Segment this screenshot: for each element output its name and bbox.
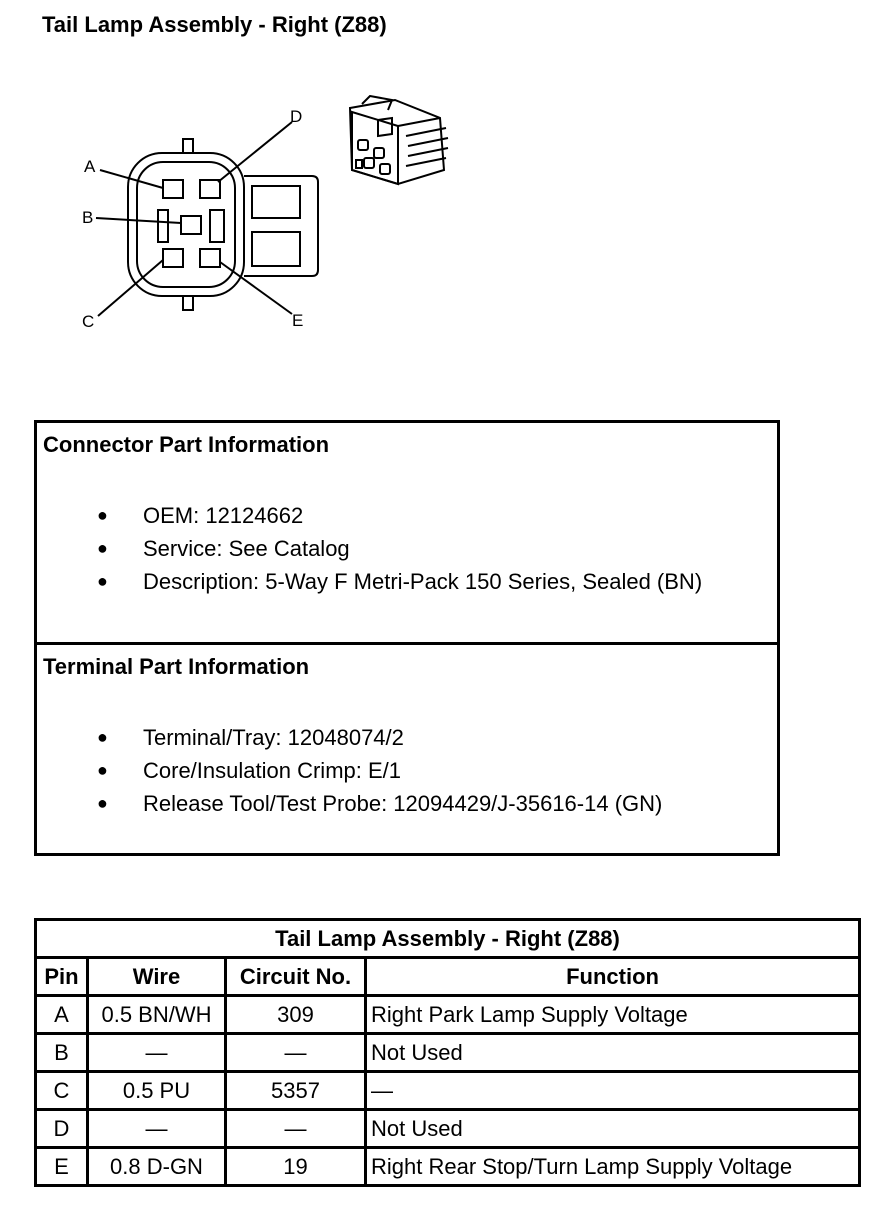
- bullet-icon: ●: [97, 727, 108, 747]
- header-pin: Pin: [36, 958, 88, 996]
- cell-circuit: 19: [226, 1148, 366, 1186]
- connector-info-heading: Connector Part Information: [43, 432, 330, 457]
- connector-part-info: [37, 423, 777, 642]
- cell-pin: A: [36, 996, 88, 1034]
- pin-label-c: C: [82, 312, 95, 331]
- bullet-icon: ●: [97, 793, 108, 813]
- header-function: Function: [366, 958, 860, 996]
- terminal-info-list: [37, 721, 777, 820]
- connector-info-list: [37, 499, 777, 598]
- list-item: ● Terminal/Tray: 12048074/2: [37, 721, 777, 754]
- latch-inner-bottom: [252, 232, 300, 266]
- terminal-info-heading: Terminal Part Information: [43, 654, 310, 679]
- cell-pin: C: [36, 1072, 88, 1110]
- connector-perspective: [350, 96, 448, 184]
- table-caption: Tail Lamp Assembly - Right (Z88): [36, 920, 860, 958]
- cell-pin: E: [36, 1148, 88, 1186]
- table-row: [36, 996, 860, 1034]
- cavity-e: [200, 249, 220, 267]
- header-wire: Wire: [88, 958, 226, 996]
- table-row: [36, 1034, 860, 1072]
- pin-label-a: A: [84, 157, 96, 176]
- cell-circuit: —: [226, 1110, 366, 1148]
- cell-wire: 0.5 PU: [88, 1072, 226, 1110]
- top-key: [183, 139, 193, 153]
- cell-function: Not Used: [366, 1110, 860, 1148]
- cell-function: —: [366, 1072, 860, 1110]
- bullet-icon: ●: [97, 505, 108, 525]
- pin-table: [34, 918, 861, 1187]
- cell-circuit: 309: [226, 996, 366, 1034]
- list-item: ● Service: See Catalog: [37, 532, 777, 565]
- bullet-icon: ●: [97, 538, 108, 558]
- table-row: [36, 1148, 860, 1186]
- cell-function: Not Used: [366, 1034, 860, 1072]
- cell-pin: D: [36, 1110, 88, 1148]
- leader-d: [218, 122, 292, 182]
- page-title: Tail Lamp Assembly - Right (Z88): [42, 12, 387, 37]
- cell-wire: —: [88, 1034, 226, 1072]
- side-latch: [244, 176, 318, 276]
- header-circuit: Circuit No.: [226, 958, 366, 996]
- cavity-b: [181, 216, 201, 234]
- cell-function: Right Park Lamp Supply Voltage: [366, 996, 860, 1034]
- list-item: ● Description: 5-Way F Metri-Pack 150 Series, Sealed (BN): [37, 565, 777, 598]
- table-header-row: [36, 958, 860, 996]
- cell-circuit: —: [226, 1034, 366, 1072]
- key-slot-right: [210, 210, 224, 242]
- pin-label-b: B: [82, 208, 94, 227]
- cell-function: Right Rear Stop/Turn Lamp Supply Voltage: [366, 1148, 860, 1186]
- cell-wire: —: [88, 1110, 226, 1148]
- cell-wire: 0.8 D-GN: [88, 1148, 226, 1186]
- terminal-part-info: [37, 642, 777, 856]
- leader-c: [98, 260, 163, 316]
- connector-diagram: [70, 95, 470, 345]
- table-row: [36, 1072, 860, 1110]
- list-item: ● Core/Insulation Crimp: E/1: [37, 754, 777, 787]
- list-item: ● OEM: 12124662: [37, 499, 777, 532]
- cavity-c: [163, 249, 183, 267]
- key-slot-left: [158, 210, 168, 242]
- cavity-d: [200, 180, 220, 198]
- bullet-icon: ●: [97, 571, 108, 591]
- cell-wire: 0.5 BN/WH: [88, 996, 226, 1034]
- cavity-a: [163, 180, 183, 198]
- list-item: ● Release Tool/Test Probe: 12094429/J-35616-14 (GN): [37, 787, 777, 820]
- table-caption-row: [36, 920, 860, 958]
- bullet-icon: ●: [97, 760, 108, 780]
- pin-label-e: E: [292, 311, 304, 330]
- part-info-box: [34, 420, 780, 856]
- latch-inner-top: [252, 186, 300, 218]
- pin-label-d: D: [290, 107, 303, 126]
- cell-pin: B: [36, 1034, 88, 1072]
- cell-circuit: 5357: [226, 1072, 366, 1110]
- bottom-key: [183, 296, 193, 310]
- table-row: [36, 1110, 860, 1148]
